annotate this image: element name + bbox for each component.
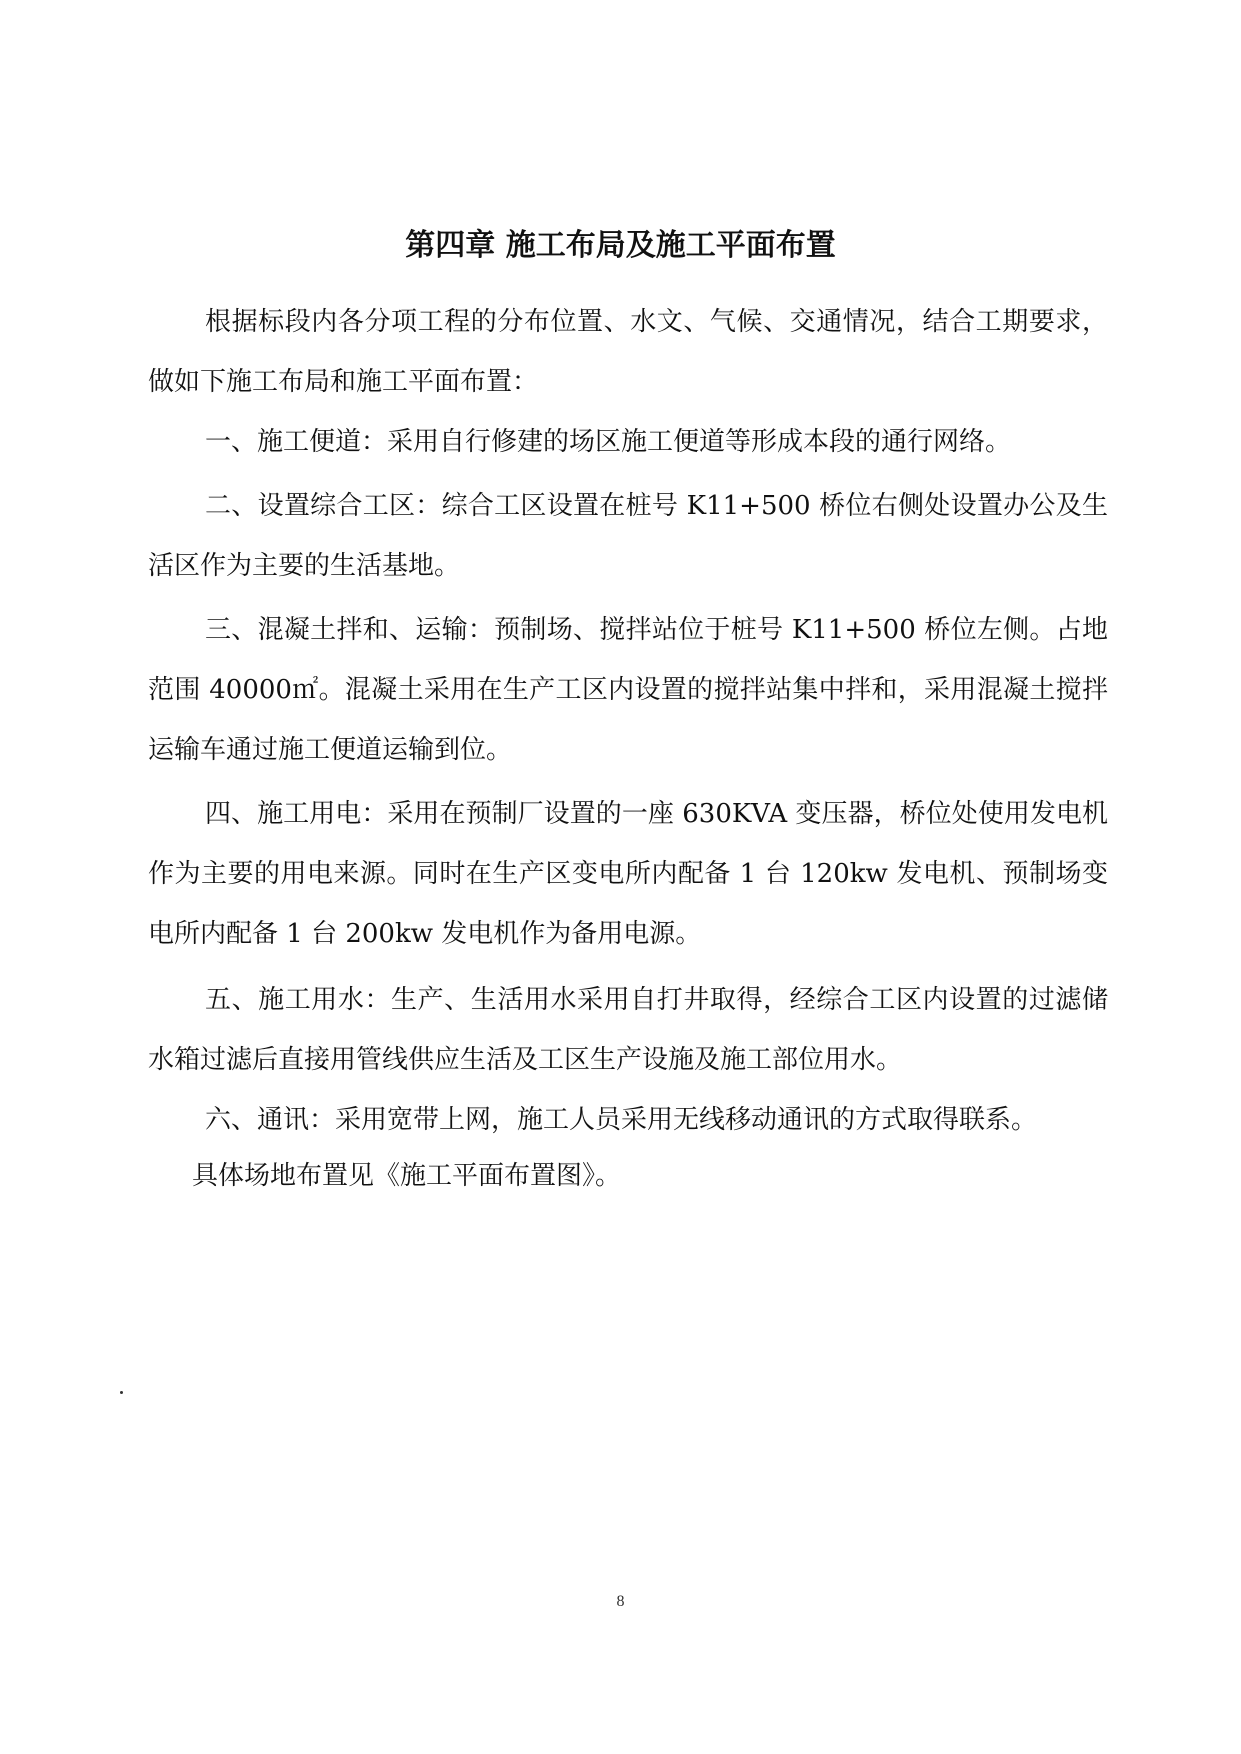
paragraph-layout-reference: 具体场地布置见《施工平面布置图》。: [192, 1161, 622, 1191]
paragraph-communication: 六、通讯：采用宽带上网，施工人员采用无线移动通讯的方式取得联系。: [205, 1105, 1038, 1135]
paragraph-water: 五、施工用水：生产、生活用水采用自打井取得，经综合工区内设置的过滤储水箱过滤后直接用管线供应生活及工区生产设施及施工部位用水。: [148, 985, 1108, 1075]
stray-dot: [120, 1391, 123, 1394]
paragraph-concrete: 三、混凝土拌和、运输：预制场、搅拌站位于桩号 K11+500 桥位左侧。占地范围 40000㎡。混凝土采用在生产工区内设置的搅拌站集中拌和，采用混凝土搅拌运输车通过施工便道运输到位。: [148, 615, 1108, 765]
paragraph-power: 四、施工用电：采用在预制厂设置的一座 630KVA 变压器，桥位处使用发电机作为主要的用电来源。同时在生产区变电所内配备 1 台 120kw 发电机、预制场变电所内配备 1 台 200kw 发电机作为备用电源。: [148, 799, 1108, 949]
page-number: 8: [616, 1593, 625, 1610]
paragraph-access-road: 一、施工便道：采用自行修建的场区施工便道等形成本段的通行网络。: [205, 427, 1012, 457]
paragraph-work-area: 二、设置综合工区：综合工区设置在桩号 K11+500 桥位右侧处设置办公及生活区作为主要的生活基地。: [148, 491, 1108, 581]
paragraph-intro: 根据标段内各分项工程的分布位置、水文、气候、交通情况，结合工期要求，做如下施工布局和施工平面布置：: [148, 307, 1108, 397]
chapter-title: 第四章 施工布局及施工平面布置: [405, 228, 836, 263]
